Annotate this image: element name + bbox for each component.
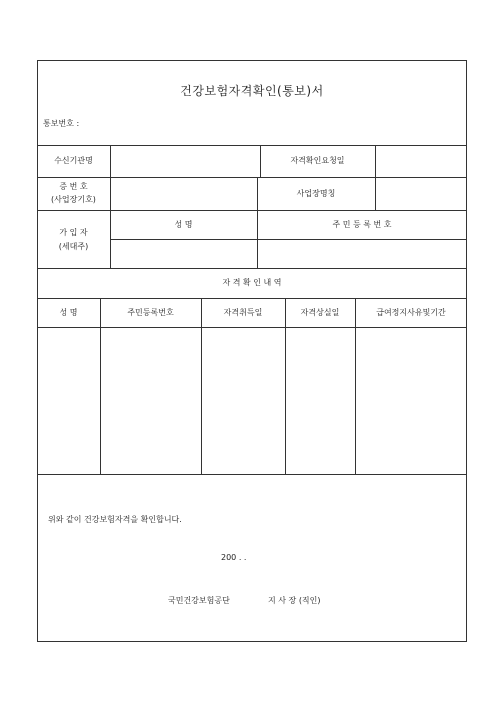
date-text: 200 . . — [221, 553, 247, 562]
workplace-name-label: 사업장명칭 — [296, 189, 336, 198]
subscriber-name-label: 성 명 — [174, 220, 193, 229]
vrule-col-2 — [201, 298, 202, 474]
rule-1 — [37, 145, 467, 146]
col-name: 성 명 — [59, 308, 78, 317]
rule-3 — [37, 210, 467, 211]
vrule-col-3 — [285, 298, 286, 474]
rule-5 — [37, 268, 467, 269]
vrule-row2-right — [375, 177, 376, 210]
subscriber-label: 가 입 자 — [59, 228, 88, 237]
request-date-label: 자격확인요청일 — [290, 156, 345, 165]
confirm-text: 위와 같이 건강보험자격을 확인합니다. — [48, 515, 182, 524]
rule-7 — [37, 327, 467, 328]
vrule-row1-right — [375, 145, 376, 177]
rule-2 — [37, 177, 467, 178]
history-header: 자 격 확 인 내 역 — [222, 278, 282, 287]
col-lost-date: 자격상실일 — [300, 308, 340, 317]
vrule-col-4 — [355, 298, 356, 474]
rule-8 — [37, 474, 467, 475]
vrule-label-col — [110, 145, 111, 268]
form-frame — [37, 60, 467, 642]
col-resident-number: 주민등록번호 — [127, 308, 174, 317]
rule-4 — [110, 239, 467, 240]
household-head-label: (세대주) — [58, 242, 89, 251]
cert-number-label: 증 번 호 — [59, 182, 88, 191]
rule-6 — [37, 298, 467, 299]
notice-number-label: 통보번호 : — [43, 119, 80, 128]
recipient-org-label: 수신기관명 — [54, 156, 93, 165]
workplace-code-label: (사업장기호) — [51, 195, 96, 204]
branch-head-seal: 지 사 장 (직인) — [268, 596, 321, 605]
col-suspension: 급여정지사유및기간 — [376, 308, 446, 317]
col-acquired-date: 자격취득일 — [223, 308, 263, 317]
issuer-name: 국민건강보험공단 — [168, 596, 230, 605]
vrule-col-1 — [100, 298, 101, 474]
subscriber-resident-number-label: 주 민 등 록 번 호 — [332, 220, 392, 229]
document-title: 건강보험자격확인(통보)서 — [180, 84, 324, 98]
